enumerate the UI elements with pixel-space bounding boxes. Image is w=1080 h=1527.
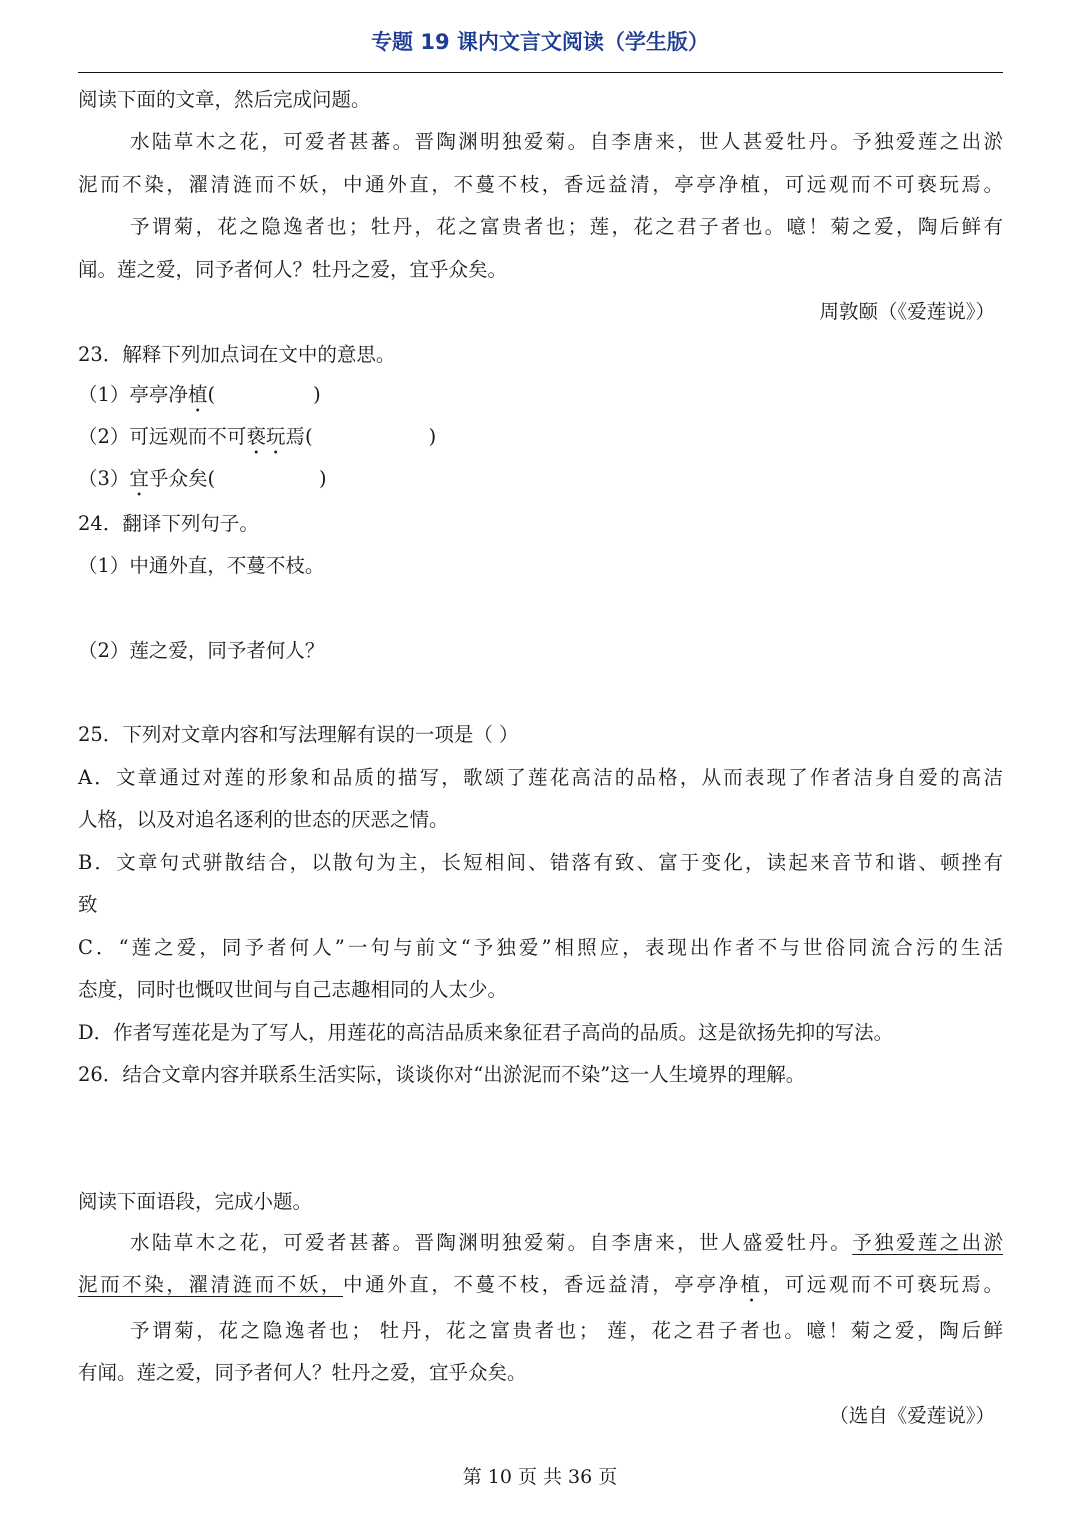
q24-stem: 24．翻译下列句子。 (78, 512, 259, 535)
q25-option-d: D．作者写莲花是为了写人，用莲花的高洁品质来象征君子高尚的品质。这是欲扬先抑的写法。 (78, 1021, 894, 1044)
q25-option-a-line-2: 人格，以及对追名逐利的世态的厌恶之情。 (78, 808, 449, 831)
passage1-line-1: 水陆草木之花，可爱者甚蕃。晋陶渊明独爱菊。自李唐来，世人甚爱牡丹。予独爱莲之出淤 (130, 130, 1003, 153)
answer-blank-close: ) (319, 467, 327, 490)
passage1-line-3: 予谓菊，花之隐逸者也；牡丹，花之富贵者也；莲，花之君子者也。噫！菊之爱，陶后鲜有 (130, 215, 1003, 238)
passage2-line-1: 水陆草木之花，可爱者甚蕃。晋陶渊明独爱菊。自李唐来，世人盛爱牡丹。予独爱莲之出淤 (130, 1231, 1003, 1254)
q25-option-a-line-1: A．文章通过对莲的形象和品质的描写，歌颂了莲花高洁的品格，从而表现了作者洁身自爱的高洁 (78, 766, 1003, 789)
q23-item-1: （1）亭亭净植( ) (78, 383, 321, 406)
q25-option-c-line-2: 态度，同时也慨叹世间与自己志趣相同的人太少。 (78, 978, 508, 1001)
q23-item-2: （2）可远观而不可亵玩焉( ) (78, 425, 437, 448)
q25-option-c-line-1: C．“莲之爱，同予者何人”一句与前文“予独爱”相照应，表现出作者不与世俗同流合污的生活 (78, 936, 1003, 959)
header-rule (78, 72, 1003, 73)
q25-option-b-line-2: 致 (78, 893, 98, 916)
page-header-title: 专题 19 课内文言文阅读（学生版） (371, 30, 709, 54)
passage1-line-4: 闻。莲之爱，同予者何人？牡丹之爱，宜乎众矣。 (78, 258, 508, 281)
q25-stem: 25．下列对文章内容和写法理解有误的一项是（ ） (78, 723, 519, 746)
passage2-line-3: 予谓菊，花之隐逸者也； 牡丹，花之富贵者也； 莲，花之君子者也。噫！菊之爱，陶后鲜 (130, 1319, 1003, 1342)
underlined-sentence: 予独爱莲之出淤 (852, 1231, 1003, 1254)
passage1-intro: 阅读下面的文章，然后完成问题。 (78, 88, 371, 111)
passage2-line-2: 泥而不染，濯清涟而不妖，中通外直，不蔓不枝，香远益清，亭亭净植，可远观而不可亵玩焉。 (78, 1273, 1003, 1296)
emphasis-dot-word: 植 (187, 383, 208, 406)
page-number-footer: 第 10 页 共 36 页 (462, 1466, 618, 1488)
emphasis-dot-word: 植 (740, 1273, 763, 1296)
q24-item-2: （2）莲之爱，同予者何人？ (78, 639, 325, 662)
answer-blank-close: ) (428, 425, 437, 448)
emphasis-dot-word: 宜 (129, 467, 149, 490)
passage1-source: 周敦颐（《爱莲说》） (819, 300, 995, 323)
q26-stem: 26．结合文章内容并联系生活实际，谈谈你对“出淤泥而不染”这一人生境界的理解。 (78, 1063, 806, 1086)
passage2-line-4: 有闻。莲之爱，同予者何人？牡丹之爱，宜乎众矣。 (78, 1361, 527, 1384)
q25-option-b-line-1: B．文章句式骈散结合，以散句为主，长短相间、错落有致、富于变化，读起来音节和谐、顿挫有 (78, 851, 1003, 874)
q23-stem: 23．解释下列加点词在文中的意思。 (78, 343, 396, 366)
q24-item-1: （1）中通外直，不蔓不枝。 (78, 554, 325, 577)
underlined-sentence: 泥而不染，濯清涟而不妖， (78, 1273, 344, 1296)
passage2-source: （选自《爱莲说》） (829, 1404, 995, 1427)
passage1-line-2: 泥而不染，濯清涟而不妖，中通外直，不蔓不枝，香远益清，亭亭净植，可远观而不可亵玩焉。 (78, 173, 1003, 196)
q23-item-3: （3）宜乎众矣( ) (78, 467, 327, 490)
passage2-intro: 阅读下面语段，完成小题。 (78, 1190, 313, 1213)
emphasis-dot-word: 亵玩 (246, 425, 286, 448)
answer-blank-close: ) (313, 383, 321, 406)
